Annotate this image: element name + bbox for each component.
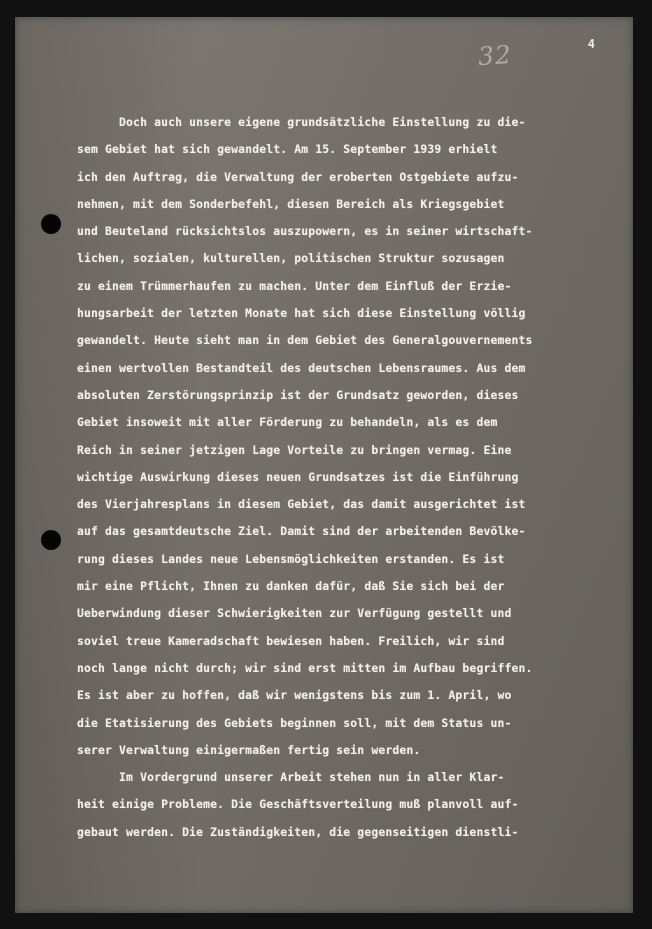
text-line: des Vierjahresplans in diesem Gebiet, das damit ausgerichtet ist <box>77 497 526 512</box>
text-line: hungsarbeit der letzten Monate hat sich diese Einstellung völlig <box>77 306 526 321</box>
text-line: Gebiet insoweit mit aller Förderung zu behandeln, als es dem <box>77 415 498 430</box>
text-line: nehmen, mit dem Sonderbefehl, diesen Bereich als Kriegsgebiet <box>77 196 505 211</box>
text-line: noch lange nicht durch; wir sind erst mitten im Aufbau begriffen. <box>77 660 533 675</box>
typed-text-block <box>77 109 625 846</box>
text-line: auf das gesamtdeutsche Ziel. Damit sind der arbeitenden Bevölke- <box>77 524 526 539</box>
text-line: Im Vordergrund unserer Arbeit stehen nun in aller Klar- <box>77 770 505 785</box>
text-line: Doch auch unsere eigene grundsätzliche Einstellung zu die- <box>77 115 526 129</box>
text-line: absoluten Zerstörungsprinzip ist der Grundsatz geworden, dieses <box>77 387 519 402</box>
text-line: die Etatisierung des Gebiets beginnen soll, mit dem Status un- <box>77 715 512 730</box>
text-line: wichtige Auswirkung dieses neuen Grundsatzes ist die Einführung <box>77 469 519 484</box>
text-line: einen wertvollen Bestandteil des deutschen Lebensraumes. Aus dem <box>77 360 526 375</box>
text-line: ich den Auftrag, die Verwaltung der eroberten Ostgebiete aufzu- <box>77 169 519 184</box>
text-line: und Beuteland rücksichtslos auszupowern, es in seiner wirtschaft- <box>77 224 533 239</box>
text-line: soviel treue Kameradschaft bewiesen haben. Freilich, wir sind <box>77 633 505 648</box>
handwritten-folio-mark: 32 <box>477 39 513 72</box>
text-line: serer Verwaltung einigermaßen fertig sein werden. <box>77 742 421 757</box>
text-line: Ueberwindung dieser Schwierigkeiten zur Verfügung gestellt und <box>77 606 512 621</box>
text-line: heit einige Probleme. Die Geschäftsverteilung muß planvoll auf- <box>77 797 519 812</box>
document-page <box>15 17 633 913</box>
text-line: zu einem Trümmerhaufen zu machen. Unter dem Einfluß der Erzie- <box>77 278 512 293</box>
text-line: rung dieses Landes neue Lebensmöglichkeiten erstanden. Es ist <box>77 551 505 566</box>
text-line: gebaut werden. Die Zuständigkeiten, die gegenseitigen dienstli- <box>77 824 519 839</box>
punch-hole-top <box>41 214 61 234</box>
text-line: mir eine Pflicht, Ihnen zu danken dafür, daß Sie sich bei der <box>77 579 505 594</box>
text-line: Reich in seiner jetzigen Lage Vorteile zu bringen vermag. Eine <box>77 442 512 457</box>
text-line: Es ist aber zu hoffen, daß wir wenigstens bis zum 1. April, wo <box>77 688 512 703</box>
text-line: sem Gebiet hat sich gewandelt. Am 15. September 1939 erhielt <box>77 142 498 157</box>
text-line: gewandelt. Heute sieht man in dem Gebiet des Generalgouvernements <box>77 333 533 348</box>
text-line: lichen, sozialen, kulturellen, politischen Struktur sozusagen <box>77 251 505 266</box>
punch-hole-bottom <box>41 530 61 550</box>
page-number: 4 <box>587 37 595 51</box>
